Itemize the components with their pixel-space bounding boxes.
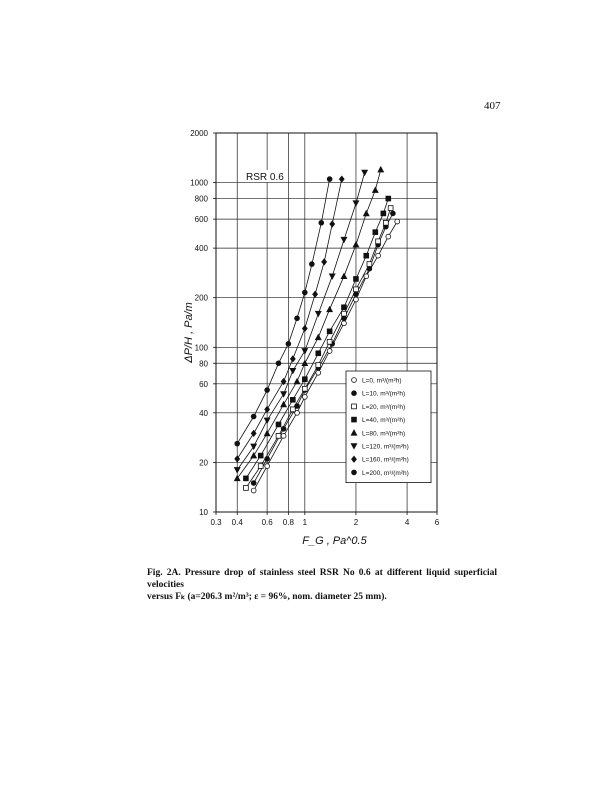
legend-marker-3 [352, 404, 357, 409]
data-point-series-3 [316, 363, 321, 368]
legend-label-2: L=10, m³/(m²h) [362, 390, 406, 398]
data-point-series-3 [367, 262, 372, 267]
legend-marker-4 [352, 417, 357, 422]
chart-title-inset: RSR 0.6 [246, 172, 284, 183]
data-point-series-3 [383, 220, 388, 225]
x-tick-label: 6 [434, 518, 440, 527]
data-point-series-1 [354, 297, 359, 302]
data-point-series-2 [342, 316, 347, 321]
legend-label-8: L=200, m³/(m²h) [362, 469, 409, 477]
data-point-series-6 [251, 444, 257, 449]
data-point-series-6 [290, 368, 296, 373]
data-point-series-4 [290, 397, 295, 402]
data-point-series-7 [330, 221, 335, 227]
data-point-series-8 [295, 316, 300, 321]
data-point-series-8 [319, 220, 324, 225]
x-tick-label: 4 [404, 518, 410, 527]
data-point-series-6 [302, 349, 308, 354]
y-tick-label: 400 [194, 244, 208, 254]
data-point-series-4 [364, 253, 369, 258]
data-point-series-6 [329, 274, 335, 279]
data-point-series-1 [327, 349, 332, 354]
x-axis-label: F_G , Pa^0.5 [302, 535, 367, 547]
data-point-series-4 [386, 196, 391, 201]
legend-label-7: L=160, m³/(m²h) [362, 456, 409, 464]
data-point-series-4 [276, 422, 281, 427]
data-point-series-4 [258, 453, 263, 458]
data-point-series-4 [327, 329, 332, 334]
data-point-series-5 [315, 334, 321, 339]
data-point-series-5 [264, 431, 270, 436]
data-point-series-8 [276, 361, 281, 366]
data-point-series-2 [390, 211, 395, 216]
legend-box [346, 371, 431, 483]
data-point-series-5 [327, 307, 333, 312]
y-tick-label: 800 [194, 194, 208, 204]
data-point-series-1 [395, 219, 400, 224]
data-point-series-6 [234, 468, 240, 473]
data-point-series-5 [378, 167, 384, 172]
data-point-series-7 [339, 176, 344, 182]
data-point-series-3 [302, 386, 307, 391]
data-point-series-8 [302, 290, 307, 295]
data-point-series-3 [276, 433, 281, 438]
data-point-series-6 [281, 392, 287, 397]
data-point-series-5 [281, 402, 287, 407]
y-tick-label: 200 [194, 293, 208, 303]
data-point-series-4 [354, 277, 359, 282]
data-point-series-3 [342, 311, 347, 316]
data-point-series-4 [316, 351, 321, 356]
data-point-series-2 [251, 481, 256, 486]
legend-marker-1 [352, 378, 357, 383]
y-tick-label: 80 [199, 359, 208, 369]
data-point-series-3 [290, 407, 295, 412]
y-tick-label: 2000 [190, 129, 208, 138]
data-point-series-3 [376, 239, 381, 244]
x-tick-label: 1 [302, 518, 308, 527]
x-tick-label: 0.3 [210, 518, 222, 527]
data-point-series-1 [316, 370, 321, 375]
legend-label-4: L=40, m³/(m²h) [362, 417, 406, 425]
data-point-series-4 [302, 377, 307, 382]
data-point-series-1 [342, 321, 347, 326]
data-point-series-3 [258, 464, 263, 469]
data-point-series-5 [251, 453, 257, 458]
y-tick-label: 100 [194, 343, 208, 353]
data-point-series-7 [322, 259, 327, 265]
data-point-series-7 [313, 291, 318, 297]
y-tick-label: 20 [199, 458, 208, 468]
data-point-series-7 [290, 356, 295, 362]
data-point-series-3 [327, 339, 332, 344]
data-point-series-1 [265, 464, 270, 469]
y-tick-label: 10 [199, 508, 208, 517]
legend-label-3: L=20, m³/(m²h) [362, 403, 406, 411]
y-tick-label: 600 [194, 215, 208, 225]
x-tick-label: 0.4 [231, 518, 243, 527]
legend-marker-2 [352, 391, 357, 396]
data-point-series-3 [244, 486, 249, 491]
data-point-series-1 [302, 394, 307, 399]
data-point-series-4 [381, 211, 386, 216]
y-tick-label: 60 [199, 379, 208, 389]
data-point-series-4 [373, 230, 378, 235]
data-point-series-1 [251, 488, 256, 493]
data-point-series-4 [244, 476, 249, 481]
data-point-series-8 [251, 414, 256, 419]
data-point-series-5 [353, 242, 359, 247]
data-point-series-1 [281, 433, 286, 438]
y-axis-label: ΔP/H , Pa/m [183, 302, 195, 363]
data-point-series-8 [265, 388, 270, 393]
data-point-series-6 [341, 237, 347, 242]
data-point-series-6 [315, 311, 321, 316]
caption-line-1: Fig. 2A. Pressure drop of stainless steel RSR No 0.6 at different liquid superficial velocities [147, 568, 497, 590]
data-point-series-8 [235, 441, 240, 446]
data-point-series-1 [364, 274, 369, 279]
data-point-series-1 [376, 253, 381, 258]
data-point-series-8 [286, 341, 291, 346]
data-point-series-5 [294, 379, 300, 384]
caption-line-2: versus Fₖ (a=206.3 m²/m³; ε = 96%, nom. diameter 25 mm). [147, 592, 387, 602]
x-tick-label: 2 [353, 518, 359, 527]
data-point-series-5 [341, 273, 347, 278]
data-point-series-2 [265, 457, 270, 462]
data-point-series-3 [388, 206, 393, 211]
page-number: 407 [484, 100, 501, 112]
data-point-series-6 [353, 201, 359, 206]
figure-caption [147, 567, 497, 603]
data-point-series-8 [309, 262, 314, 267]
y-tick-label: 1000 [190, 178, 208, 188]
legend [346, 371, 431, 483]
data-point-series-1 [386, 234, 391, 239]
data-point-series-5 [373, 187, 379, 192]
data-point-series-6 [264, 418, 270, 423]
data-point-series-5 [363, 211, 369, 216]
legend-marker-8 [352, 470, 357, 475]
x-tick-label: 0.8 [282, 518, 294, 527]
data-point-series-6 [362, 170, 368, 175]
data-point-series-2 [367, 266, 372, 271]
y-tick-label: 40 [199, 408, 208, 418]
data-point-series-3 [354, 287, 359, 292]
legend-label-6: L=120, m³/(m²h) [362, 443, 409, 451]
data-point-series-8 [327, 177, 332, 182]
legend-label-1: L=0, m³/(m²h) [362, 377, 402, 385]
legend-label-5: L=80, m³/(m²h) [362, 430, 406, 438]
data-point-series-2 [354, 292, 359, 297]
data-point-series-7 [302, 326, 307, 332]
data-point-series-5 [234, 476, 240, 481]
x-tick-label: 0.6 [261, 518, 273, 527]
data-point-series-4 [342, 305, 347, 310]
data-point-series-2 [281, 426, 286, 431]
